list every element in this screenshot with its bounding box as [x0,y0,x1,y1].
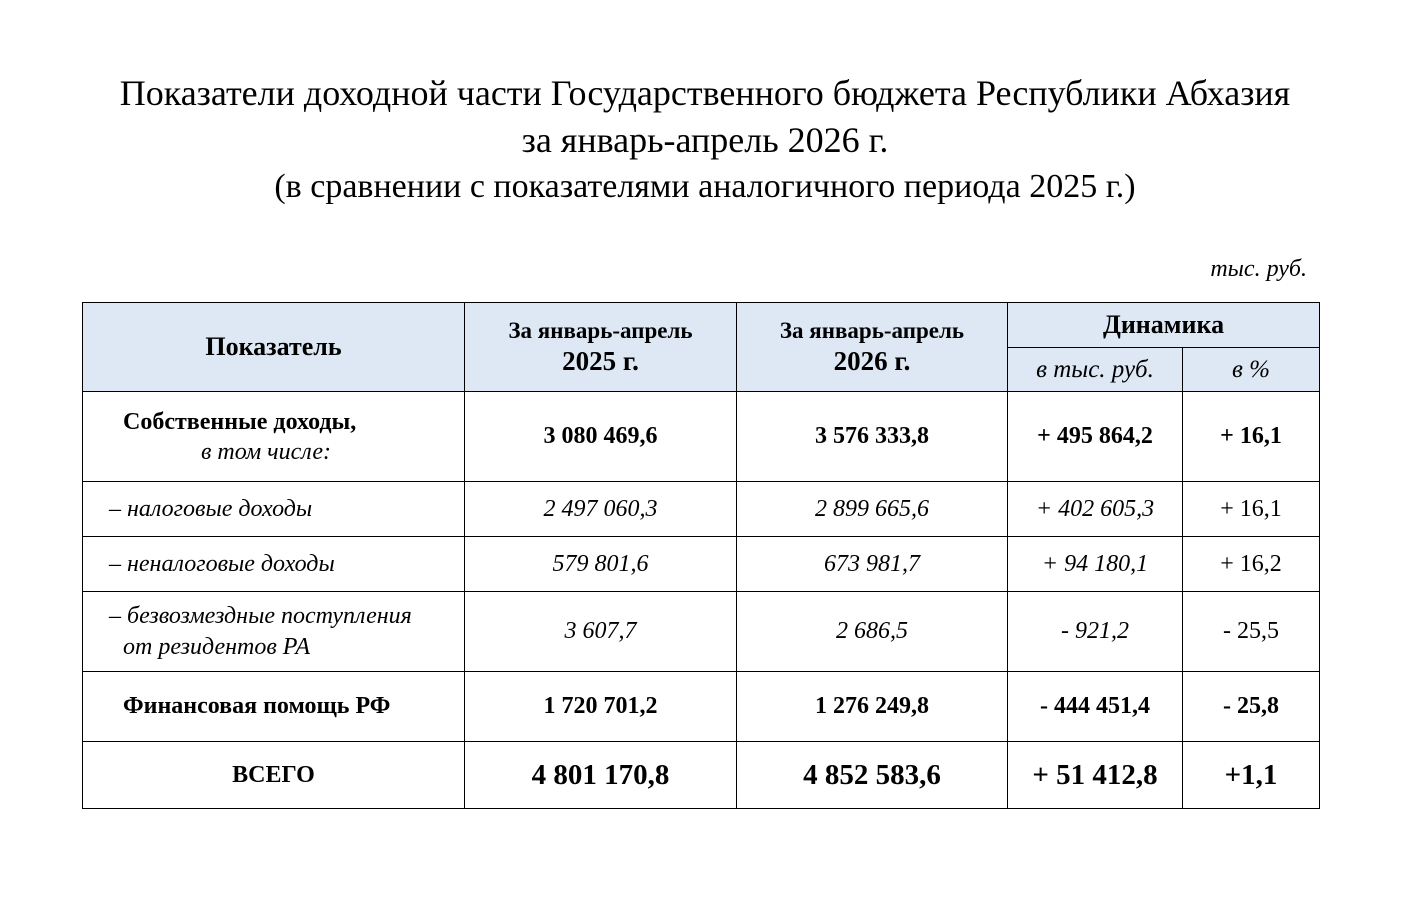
total-2025: 4 801 170,8 [465,742,737,809]
nontax-2026: 673 981,7 [737,537,1008,592]
table-row [83,392,1320,482]
nontax-abs: + 94 180,1 [1008,537,1183,592]
report-title [0,70,1410,210]
fin-2025: 1 720 701,2 [465,672,737,742]
nontax-2025: 579 801,6 [465,537,737,592]
header-dyn-pct: в % [1183,348,1320,392]
header-2025-line1: За январь-апрель [508,318,693,343]
free-abs: - 921,2 [1008,592,1183,672]
fin-2026: 1 276 249,8 [737,672,1008,742]
title-line-2: за январь-апрель 2026 г. [521,120,889,160]
header-dynamics: Динамика [1008,303,1320,348]
table-row [83,537,1320,592]
tax-2025: 2 497 060,3 [465,482,737,537]
total-label: ВСЕГО [83,742,465,809]
own-abs: + 495 864,2 [1008,392,1183,482]
unit-label: тыс. руб. [1210,256,1307,282]
header-2025 [465,303,737,392]
table-row [83,482,1320,537]
free-2026: 2 686,5 [737,592,1008,672]
nontax-pct: + 16,2 [1183,537,1320,592]
total-abs: + 51 412,8 [1008,742,1183,809]
total-2026: 4 852 583,6 [737,742,1008,809]
tax-2026: 2 899 665,6 [737,482,1008,537]
header-2026 [737,303,1008,392]
total-pct: +1,1 [1183,742,1320,809]
free-2025: 3 607,7 [465,592,737,672]
free-label-line2: от резидентов РА [123,633,310,660]
header-2026-line1: За январь-апрель [779,318,965,343]
own-label: Собственные доходы, [123,408,357,435]
table-row [83,592,1320,672]
free-pct: - 25,5 [1183,592,1320,672]
fin-pct: - 25,8 [1183,672,1320,742]
own-note: в том числе: [201,438,331,465]
title-line-1: Показатели доходной части Государственного бюджета Республики Абхазия [119,73,1291,113]
tax-pct: + 16,1 [1183,482,1320,537]
tax-abs: + 402 605,3 [1008,482,1183,537]
fin-label: Финансовая помощь РФ [83,672,465,742]
header-2025-year: 2025 г. [562,346,639,376]
free-label [83,592,465,672]
table-row [83,672,1320,742]
row-label-own [83,392,465,482]
own-pct: + 16,1 [1183,392,1320,482]
tax-label: – налоговые доходы [83,482,465,537]
revenue-table [82,302,1320,809]
header-indicator: Показатель [83,303,465,392]
fin-abs: - 444 451,4 [1008,672,1183,742]
own-2025: 3 080 469,6 [465,392,737,482]
free-label-line1: – безвозмездные поступления [109,602,412,629]
title-line-3: (в сравнении с показателями аналогичного периода 2025 г.) [274,168,1136,205]
header-2026-year: 2026 г. [833,346,911,376]
nontax-label: – неналоговые доходы [83,537,465,592]
own-2026: 3 576 333,8 [737,392,1008,482]
header-dyn-abs: в тыс. руб. [1008,348,1183,392]
table-row [83,742,1320,809]
